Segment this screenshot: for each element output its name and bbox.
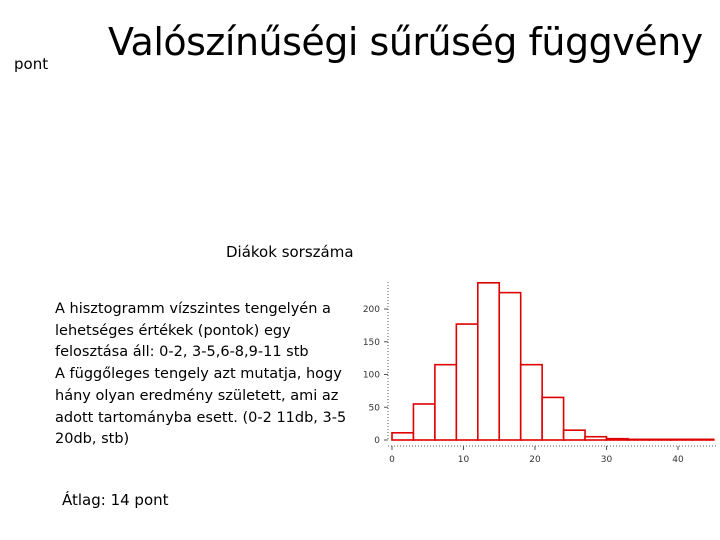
histogram-bar	[435, 365, 456, 440]
histogram-bar	[564, 430, 585, 440]
y-tick-label: 150	[362, 337, 380, 348]
histogram-bar	[607, 439, 628, 440]
y-tick-label: 200	[362, 305, 380, 315]
slide-title: Valószínűségi sűrűség függvény	[108, 20, 703, 64]
y-tick-label: 100	[362, 370, 380, 381]
y-tick-label: 0	[374, 436, 380, 446]
histogram-chart	[354, 278, 718, 468]
description-line: 20db, stb)	[55, 431, 130, 448]
x-tick-label: 10	[457, 455, 470, 465]
average-text: Átlag: 14 pont	[62, 491, 169, 509]
x-tick-label: 20	[529, 455, 541, 465]
histogram-bar	[542, 397, 563, 440]
histogram-bar	[478, 283, 499, 440]
histogram-bar	[499, 293, 520, 440]
histogram-bar	[628, 439, 649, 440]
x-tick-label: 0	[389, 455, 395, 465]
y-axis-side-label: pont	[14, 55, 49, 73]
histogram-bar	[649, 439, 670, 440]
histogram-bar	[521, 365, 542, 440]
description-line: felosztása áll: 0-2, 3-5,6-8,9-11 stb	[55, 344, 309, 361]
description-line: lehetséges értékek (pontok) egy	[55, 322, 291, 339]
histogram-bar	[585, 437, 606, 440]
x-axis-label: Diákok sorszáma	[226, 243, 354, 261]
description-line: adott tartományba esett. (0-2 11db, 3-5	[55, 409, 347, 426]
histogram-bar	[392, 433, 413, 440]
x-tick-label: 40	[672, 455, 684, 465]
histogram-bar	[671, 439, 692, 440]
description-line: A hisztogramm vízszintes tengelyén a	[55, 301, 331, 317]
description-text	[55, 299, 355, 451]
description-line: A függőleges tengely azt mutatja, hogy	[55, 366, 342, 383]
histogram-bar	[692, 439, 713, 440]
histogram-bar	[413, 404, 434, 440]
description-line: hány olyan eredmény született, ami az	[55, 387, 339, 404]
histogram-bar	[456, 324, 477, 440]
y-tick-label: 50	[368, 403, 380, 414]
x-tick-label: 30	[600, 455, 613, 465]
